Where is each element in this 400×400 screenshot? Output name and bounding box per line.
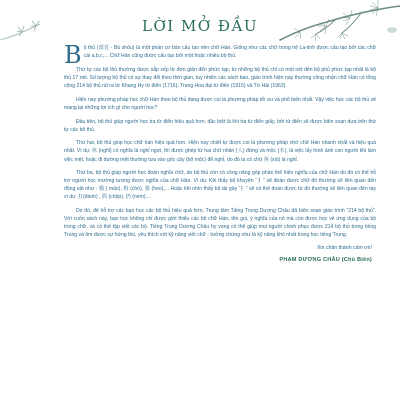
page-title: LỜI MỞ ĐẦU (142, 17, 258, 35)
paragraph-3: Đầu tiên, bộ thủ giúp người học tra từ điển hiệu quả hơn, đặc biệt là khi tra từ điển giấy, bởi từ điển sẽ được biên soạn dựa trên thứ tự các bộ thủ. (64, 118, 376, 133)
paragraph-1: Thứ tự các bộ thủ thường được sắp xếp từ đơn giản đến phức tạp, từ những bộ thủ chỉ có một nét đến bộ phủ phức tạp nhất là bộ thủ 17 nét. Số lượng bộ thủ có sự thay đổi theo thời gian, tuy nhiên các sách báo, giáo trình hiện nay thường công nhận chữ Hán có tổng cộng 214 bộ thủ rút ra từ Khang Hy từ điển (1716), Trung Hoa đại từ điển (1915) và Từ Hải (1963). (64, 67, 376, 90)
paragraph-6: Do đó, để hỗ trợ các bạn học các bộ thủ hiệu quả hơn, Trung tâm Tiếng Trung Dương Châu đã biên soạn giáo trình “214 bộ thủ”. Với cuốn sách này, bạn học không chỉ được giới thiệu các bộ chữ Hán, tên gọi, ý nghĩa của nó mà còn được học về ứng dụng của bộ trong chữ, và có thể tập viết các bộ. Tiếng Trung Dương Châu hy vọng có thể giúp mọi người chinh phục được 214 bộ thủ trong tiếng Trung và tìm được sự hứng thú, yêu thích với kỹ năng viết chữ - tưởng chừng như là kỹ năng khó nhất trong học tiếng Trung. (64, 208, 376, 239)
intro-text: ộ thủ (部首 - Bù shǒu) là một phần cơ bản cấu tạo nên chữ Hán. Giống như các chữ trong hệ La-tinh được cấu tạo bởi các chữ cái a,b,c,... Chữ Hán cũng được cấu tạo bởi một hoặc nhiều bộ thủ. (83, 45, 376, 60)
dropcap-letter: B (64, 41, 82, 69)
article-body (64, 41, 376, 263)
paragraph-4: Thứ hai, bộ thủ giúp học chữ hán hiệu quả hơn. Hiện nay chiết tự được coi là phương pháp nhớ chữ Hán nhanh nhất và hiệu quả nhất. Ví dụ: 休 (nghỉ) có nghĩa là nghỉ ngơi, thì được ghép từ hai chữ nhân (人) đứng và mộc (木), là việc lấy hình ảnh con người khi làm việc mệt, hoặc đi đường mệt thường tựa vào gốc cây (bộ mộc) để nghỉ, do đó ta có chữ 休 (xiū) là nghỉ. (64, 140, 376, 163)
intro-paragraph (64, 41, 376, 69)
closing-thanks: Xin chân thành cảm ơn! (316, 244, 372, 251)
author-signature: PHẠM DƯƠNG CHÂU (Chủ Biên) (279, 256, 372, 263)
paragraph-5: Thứ ba, bộ thủ giúp người học đoán nghĩa chữ, do bộ thủ còn có công năng góp phần thể hiện nghĩa của chữ Hán do đó có thể hỗ trợ người học mường tượng được nghĩa của chữ Hán. Ví dụ: Khi thấy bộ khuyển “犭” sẽ đoán được chữ đó thường sẽ liên quan đến động vật như : 猫 ( māo), 狗 (chó), 猪 (heo),... Hoặc khi nhìn thấy bộ tài gảy “扌” sẽ có thể đoán được từ đó thường sẽ liên quan đến tay vì dụ: 打(đánh) , 抓 (chộp), 扔 (ném).... (64, 170, 376, 201)
paragraph-2: Hiện nay phương pháp học chữ Hán theo bộ thủ đang được coi là phương pháp tối ưu và phổ biến nhất. Vậy việc học các bộ thủ sẽ mang lại những lợi ích gì cho người học? (64, 96, 376, 112)
